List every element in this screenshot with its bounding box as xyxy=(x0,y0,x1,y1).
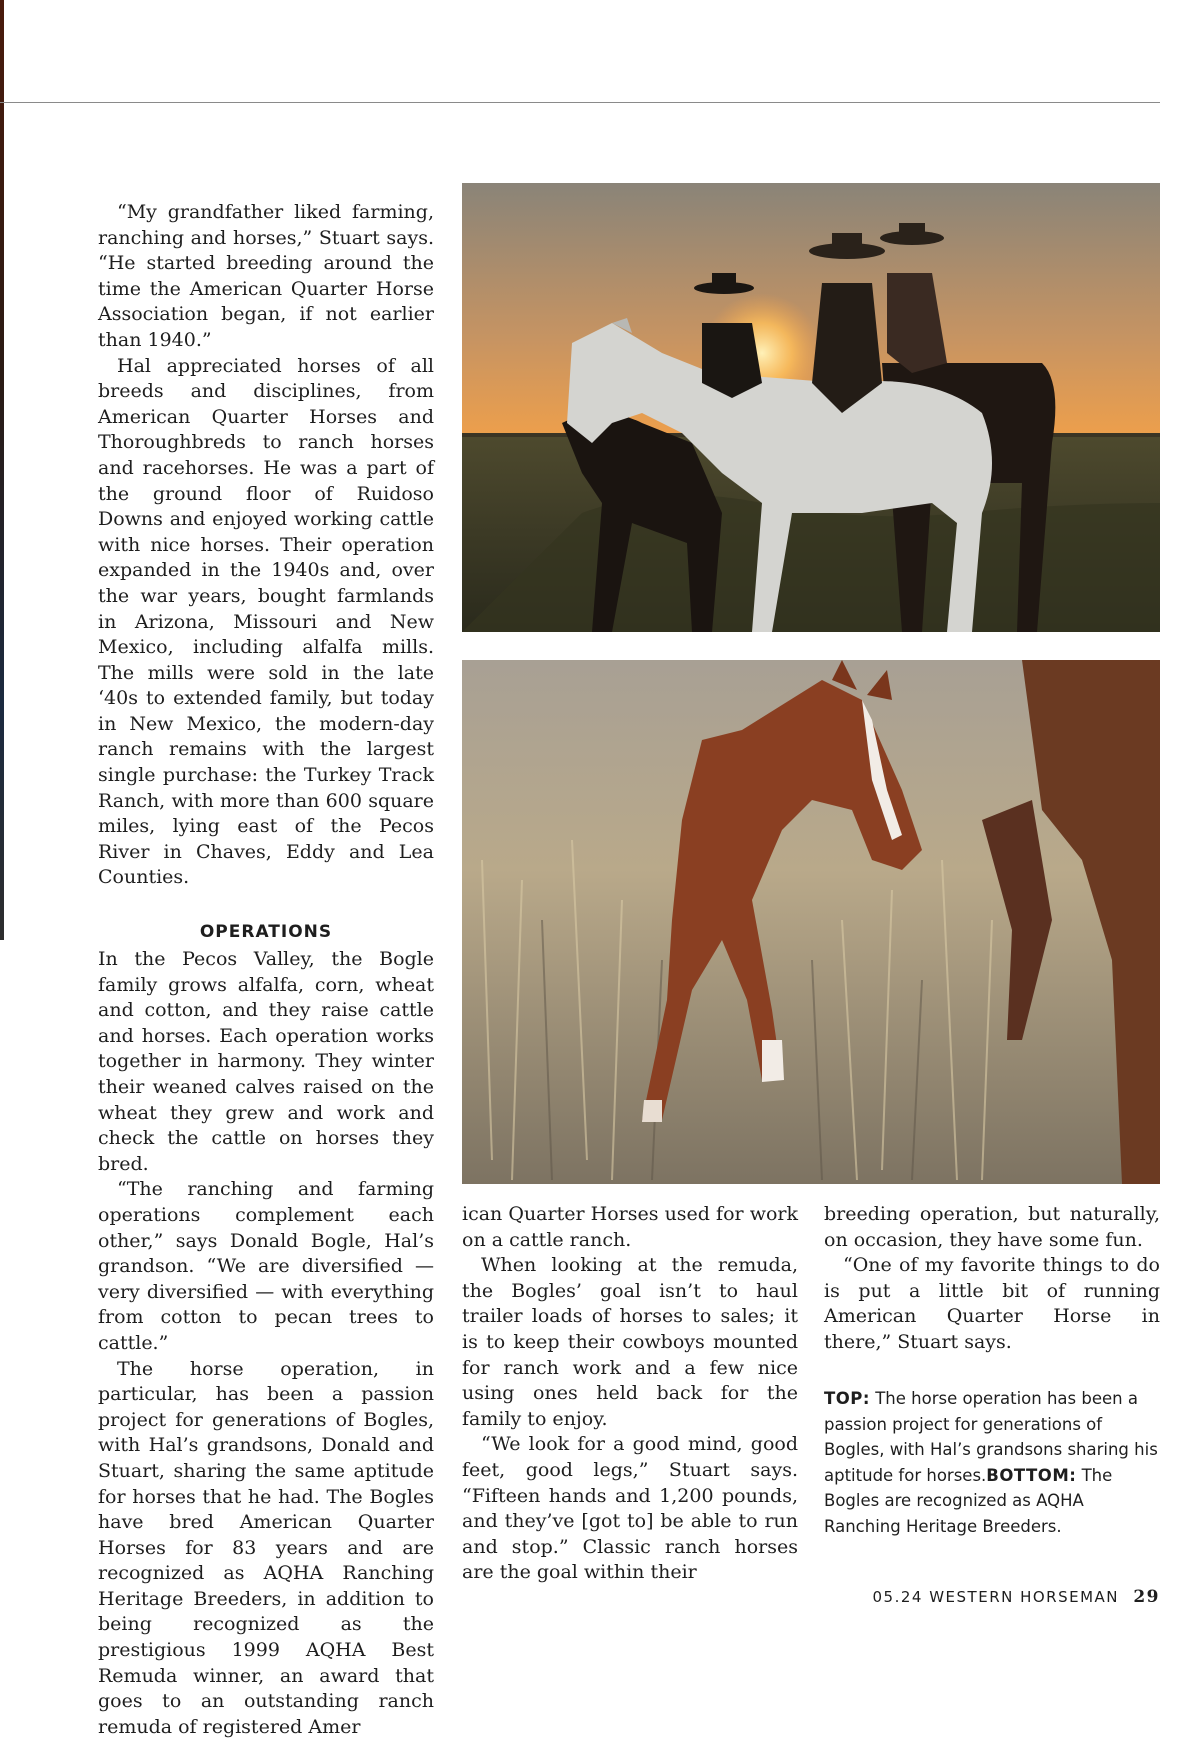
article-paragraph: “My grandfather liked farming, ranching and horses,” Stuart says. “He started breeding around the time the American Quarter Horse Association began, if not earlier than 1940.” xyxy=(98,201,434,351)
article-paragraph: The horse operation, in particular, has been a passion project for generations of Bogles, with Hal’s grandsons, Donald and Stuart, sharing the same aptitude for horses that he had. The Bogles have bred American Quarter Horses for 83 years and are recognized as AQHA Ranching Heritage Breeders, in addition to being recognized as the prestigious 1999 AQHA Best Remuda winner, an award that goes to an outstanding ranch remuda of registered Amer xyxy=(98,1357,434,1738)
magazine-name: WESTERN HORSEMAN xyxy=(929,1588,1120,1606)
article-paragraph: “We look for a good mind, good feet, good legs,” Stuart says. “Fifteen hands and 1,200 pounds, and they’ve [got to] be able to run and stop.” Classic ranch horses are the goal within their xyxy=(462,1433,798,1584)
header-rule xyxy=(0,102,1160,103)
page-footer xyxy=(872,1587,1160,1607)
article-column-3 xyxy=(824,1202,1160,1356)
section-subhead: OPERATIONS xyxy=(199,922,333,943)
article-paragraph: “The ranching and farming operations complement each other,” says Donald Bogle, Hal’s grandson. “We are diversified — very diversified — with everything from cotton to pecan trees to cattle.” xyxy=(98,1178,434,1354)
left-page-edge xyxy=(0,0,4,940)
article-paragraph: In the Pecos Valley, the Bogle family grows alfalfa, corn, wheat and cotton, and they raise cattle and horses. Each operation works together in harmony. They winter their weaned calves raised on the wheat they grew and work and check the cattle on horses they bred. xyxy=(98,948,434,1175)
photo-riders-sunset xyxy=(462,183,1160,632)
caption-top-text: The horse operation has been a passion project for generations of Bogles, with Hal’s grandsons sharing his aptitude for horses. xyxy=(824,1389,1158,1485)
photo-caption xyxy=(824,1386,1164,1539)
caption-bottom-text: The Bogles are recognized as AQHA Ranching Heritage Breeders. xyxy=(824,1465,1113,1536)
article-column-1 xyxy=(98,200,434,1740)
article-paragraph: Hal appreciated horses of all breeds and disciplines, from American Quarter Horses and Thoroughbreds to ranch horses and racehorses. He was a part of the ground floor of Ruidoso Downs and enjoyed working cattle with nice horses. Their operation expanded in the 1940s and, over the war years, bought farmlands in Arizona, Missouri and New Mexico, including alfalfa mills. The mills were sold in the late ‘40s to extended family, but today in New Mexico, the modern-day ranch remains with the largest single purchase: the Turkey Track Ranch, with more than 600 square miles, lying east of the Pecos River in Chaves, Eddy and Lea Counties. xyxy=(98,354,434,889)
article-paragraph: When looking at the remuda, the Bogles’ goal isn’t to haul trailer loads of horses to sales; it is to keep their cowboys mounted for ranch work and a few nice using ones held back for the family to enjoy. xyxy=(462,1254,798,1430)
page-number: 29 xyxy=(1133,1587,1160,1607)
issue-date: 05.24 xyxy=(872,1588,923,1606)
caption-bottom-label: BOTTOM: xyxy=(986,1465,1077,1485)
caption-top-label: TOP: xyxy=(824,1389,870,1408)
photo-foal-grass xyxy=(462,660,1160,1184)
article-paragraph: ican Quarter Horses used for work on a cattle ranch. xyxy=(462,1203,798,1251)
article-column-2 xyxy=(462,1202,798,1586)
article-paragraph: “One of my favorite things to do is put a little bit of running American Quarter Horse in there,” Stuart says. xyxy=(824,1254,1160,1353)
article-paragraph: breeding operation, but naturally, on occasion, they have some fun. xyxy=(824,1203,1160,1251)
